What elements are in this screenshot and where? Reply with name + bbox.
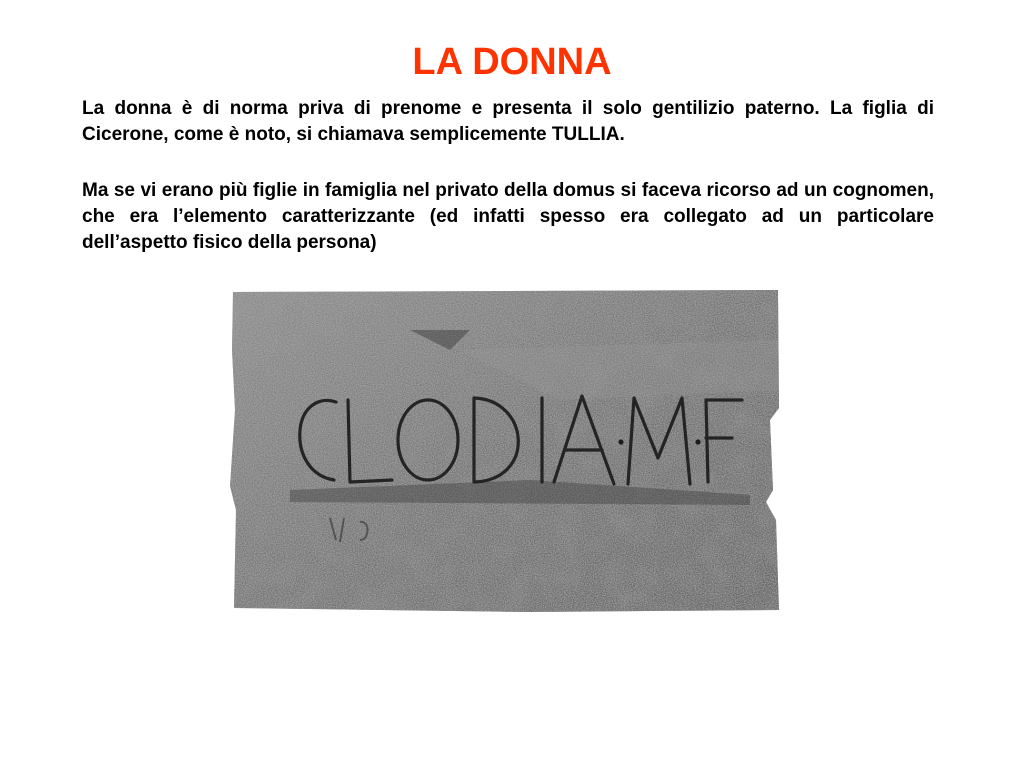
paragraph-second: Ma se vi erano più figlie in famiglia nel privato della domus si faceva ricorso ad un cognomen, che era l’elemento caratterizzante (ed infatti spesso era collegato ad un particolare dell’aspetto fisico della persona) (82, 180, 934, 253)
paragraph-first: La donna è di norma priva di prenome e presenta il solo gentilizio paterno. La figlia di Cicerone, come è noto, si chiamava semplicemente TULLIA. (82, 98, 934, 145)
slide-title: LA DONNA (412, 41, 612, 83)
stone-inscription-photo (230, 290, 780, 612)
stone-inscription-image (230, 290, 780, 612)
